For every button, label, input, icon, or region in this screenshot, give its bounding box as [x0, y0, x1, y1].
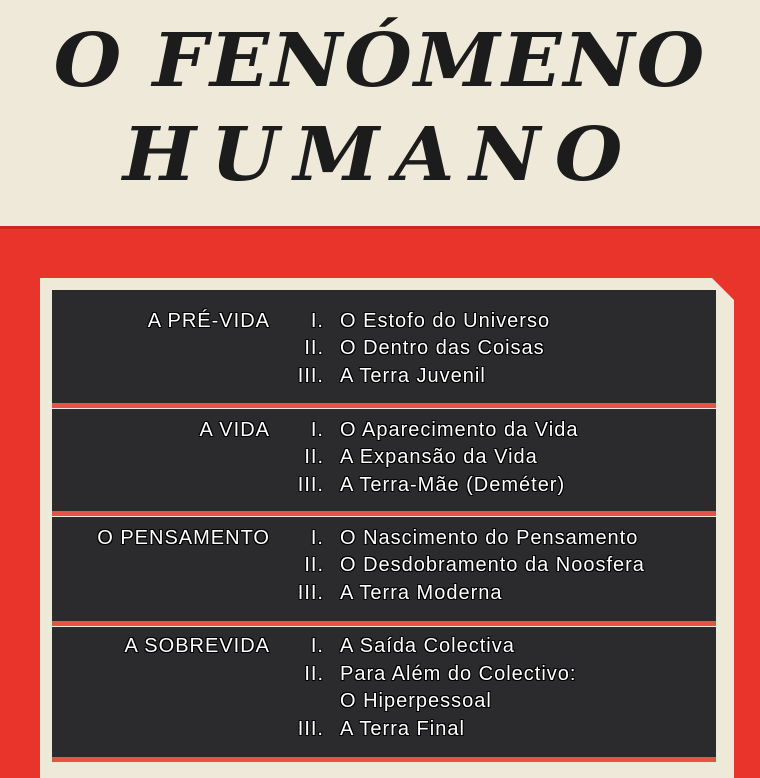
chapter-number: III. — [297, 582, 324, 604]
section-pre-vida — [52, 290, 716, 403]
chapter-number: II. — [304, 554, 324, 576]
chapter-title: A Terra Moderna — [340, 582, 503, 604]
section-sobrevida — [52, 627, 716, 757]
stripe — [52, 511, 716, 516]
section-label: A PRÉ-VIDA — [147, 310, 270, 332]
chapter-number: II. — [304, 446, 324, 468]
chapter-title: O Hiperpessoal — [340, 690, 492, 712]
chapter-number: I. — [310, 527, 324, 549]
section-label: A SOBREVIDA — [124, 635, 270, 657]
stripe — [52, 621, 716, 626]
chapter-title: A Terra Final — [340, 718, 465, 740]
chapter-number: II. — [304, 663, 324, 685]
chapter-title: A Expansão da Vida — [340, 446, 538, 468]
section-label: A VIDA — [199, 419, 270, 441]
section-label: O PENSAMENTO — [97, 527, 270, 549]
stripe — [52, 403, 716, 408]
title-line-1: O FENÓMENO — [53, 18, 707, 104]
chapter-title: O Estofo do Universo — [340, 310, 551, 332]
chapter-title: A Saída Colectiva — [340, 635, 515, 657]
chapter-title: Para Além do Colectivo: — [340, 663, 577, 685]
chapter-title: A Terra Juvenil — [340, 365, 486, 387]
chapter-number: I. — [310, 635, 324, 657]
title-line-2: HUMANO — [122, 112, 638, 198]
chapter-title: O Dentro das Coisas — [340, 337, 545, 359]
section-vida — [52, 409, 716, 511]
chapter-number: II. — [304, 337, 324, 359]
chapter-number: III. — [297, 474, 324, 496]
chapter-title: A Terra-Mãe (Deméter) — [340, 474, 566, 496]
chapter-title: O Nascimento do Pensamento — [340, 527, 639, 549]
chapter-number: I. — [310, 419, 324, 441]
section-pensamento — [52, 517, 716, 621]
chapter-number: III. — [297, 718, 324, 740]
chapter-number: I. — [310, 310, 324, 332]
chapter-title: O Aparecimento da Vida — [340, 419, 579, 441]
chapter-number: III. — [297, 365, 324, 387]
divider — [0, 226, 760, 229]
chapter-title: O Desdobramento da Noosfera — [340, 554, 645, 576]
